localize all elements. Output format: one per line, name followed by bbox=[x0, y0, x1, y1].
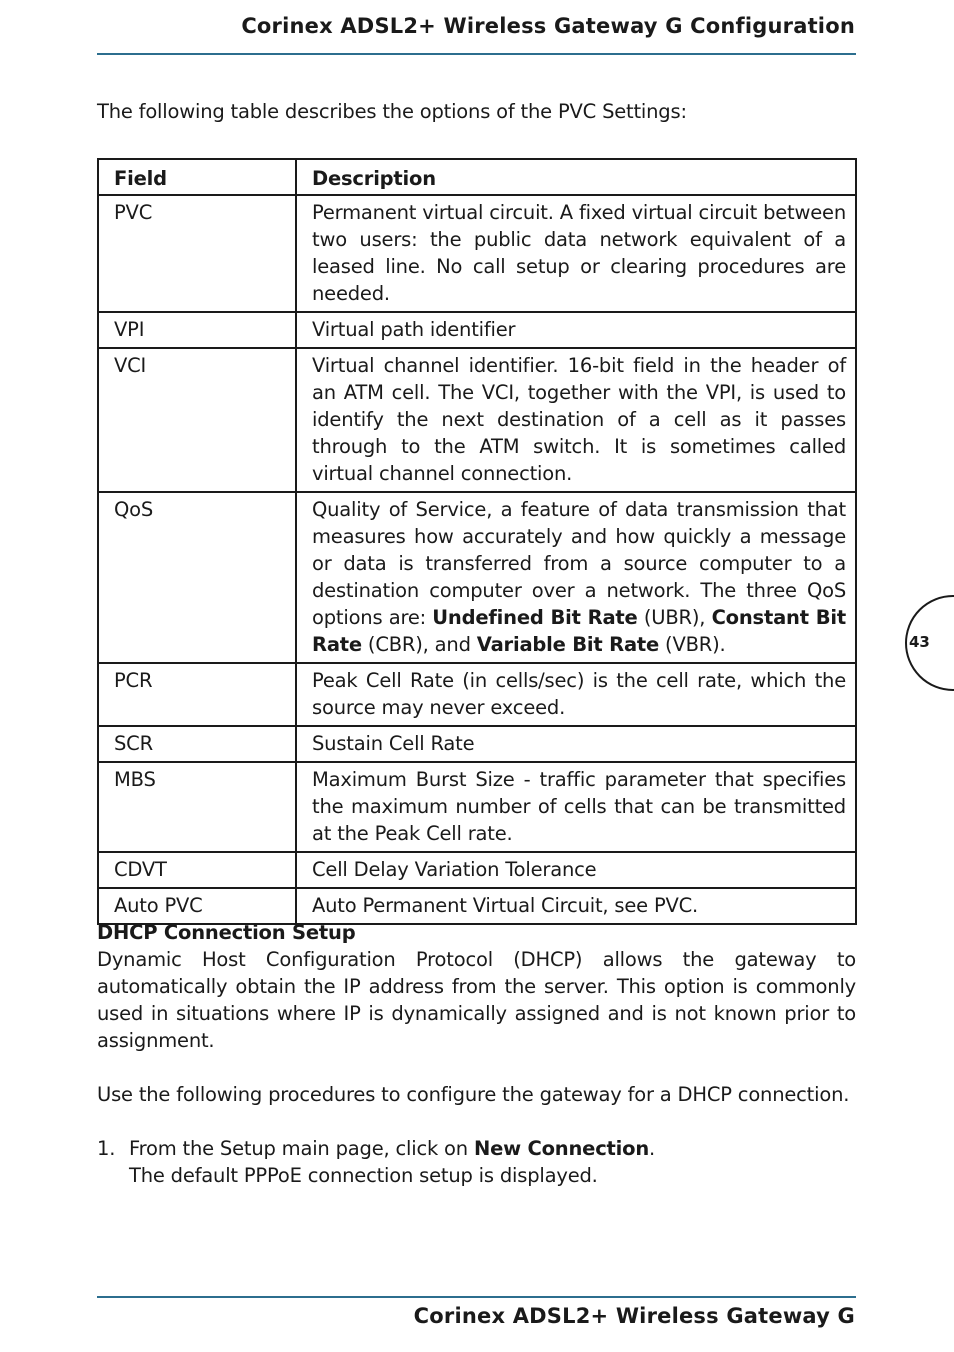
description-cell: Sustain Cell Rate bbox=[296, 726, 856, 762]
description-cell: Maximum Burst Size - traffic parameter that specifies the maximum number of cells that can be transmitted at the Peak Cell rate. bbox=[296, 762, 856, 852]
table-intro: The following table describes the options of the PVC Settings: bbox=[97, 100, 687, 123]
table-row bbox=[98, 348, 856, 492]
new-connection-label: New Connection bbox=[473, 1137, 650, 1160]
field-cell: PCR bbox=[98, 663, 296, 726]
pvc-settings-table bbox=[97, 158, 857, 925]
description-cell: Auto Permanent Virtual Circuit, see PVC. bbox=[296, 888, 856, 924]
description-cell: Peak Cell Rate (in cells/sec) is the cell rate, which the source may never exceed. bbox=[296, 663, 856, 726]
table-header-row bbox=[98, 159, 856, 195]
step-content bbox=[129, 1135, 655, 1189]
step-result: The default PPPoE connection setup is displayed. bbox=[129, 1164, 598, 1187]
column-header-field: Field bbox=[98, 159, 296, 195]
field-cell: VCI bbox=[98, 348, 296, 492]
qos-abbr-ubr: (UBR), bbox=[637, 606, 712, 629]
header-rule bbox=[97, 53, 856, 55]
field-cell: QoS bbox=[98, 492, 296, 663]
field-cell: CDVT bbox=[98, 852, 296, 888]
running-header: Corinex ADSL2+ Wireless Gateway G Configuration bbox=[241, 14, 855, 38]
section-heading: DHCP Connection Setup bbox=[97, 921, 356, 944]
table-row bbox=[98, 312, 856, 348]
field-cell: VPI bbox=[98, 312, 296, 348]
footer-rule bbox=[97, 1296, 856, 1298]
table-row bbox=[98, 762, 856, 852]
description-cell: Permanent virtual circuit. A fixed virtual circuit between two users: the public data network equivalent of a leased line. No call setup or clearing procedures are needed. bbox=[296, 195, 856, 312]
field-cell: MBS bbox=[98, 762, 296, 852]
step-text: From the Setup main page, click on bbox=[129, 1137, 474, 1160]
page-number: 43 bbox=[909, 633, 930, 651]
qos-lead-text: Quality of Service, a feature of data transmission that measures how accurately and how quickly a message or data is transferred from a source computer to a destination computer over a network. The three QoS options are: bbox=[312, 498, 846, 629]
field-cell: Auto PVC bbox=[98, 888, 296, 924]
section-body: Dynamic Host Configuration Protocol (DHCP) allows the gateway to automatically obtain the IP address from the server. This option is commonly used in situations where IP is dynamically assigned and is not known prior to assignment. bbox=[97, 948, 856, 1052]
field-cell: PVC bbox=[98, 195, 296, 312]
table-row bbox=[98, 492, 856, 663]
column-header-description: Description bbox=[296, 159, 856, 195]
qos-option-ubr: Undefined Bit Rate bbox=[432, 606, 638, 629]
step-instruction bbox=[129, 1135, 655, 1162]
description-cell: Cell Delay Variation Tolerance bbox=[296, 852, 856, 888]
qos-abbr-vbr: (VBR). bbox=[659, 633, 726, 656]
description-cell: Virtual channel identifier. 16-bit field in the header of an ATM cell. The VCI, together with the VPI, is used to identify the next destination of a cell as it passes through to the ATM switch. It is sometimes called virtual channel connection. bbox=[296, 348, 856, 492]
qos-option-cbr: Constant Bit Rate bbox=[312, 606, 846, 656]
dhcp-section bbox=[97, 919, 856, 1189]
step-number: 1. bbox=[97, 1137, 116, 1160]
description-cell bbox=[296, 492, 856, 663]
qos-option-vbr: Variable Bit Rate bbox=[476, 633, 660, 656]
qos-abbr-cbr: (CBR), and bbox=[361, 633, 477, 656]
procedure-intro: Use the following procedures to configure the gateway for a DHCP connection. bbox=[97, 1083, 850, 1106]
description-cell: Virtual path identifier bbox=[296, 312, 856, 348]
table-row bbox=[98, 195, 856, 312]
table-row bbox=[98, 663, 856, 726]
table-row bbox=[98, 852, 856, 888]
procedure-step bbox=[97, 1135, 856, 1189]
table-row bbox=[98, 726, 856, 762]
field-cell: SCR bbox=[98, 726, 296, 762]
running-footer: Corinex ADSL2+ Wireless Gateway G bbox=[413, 1304, 855, 1328]
step-text-end: . bbox=[649, 1137, 656, 1160]
